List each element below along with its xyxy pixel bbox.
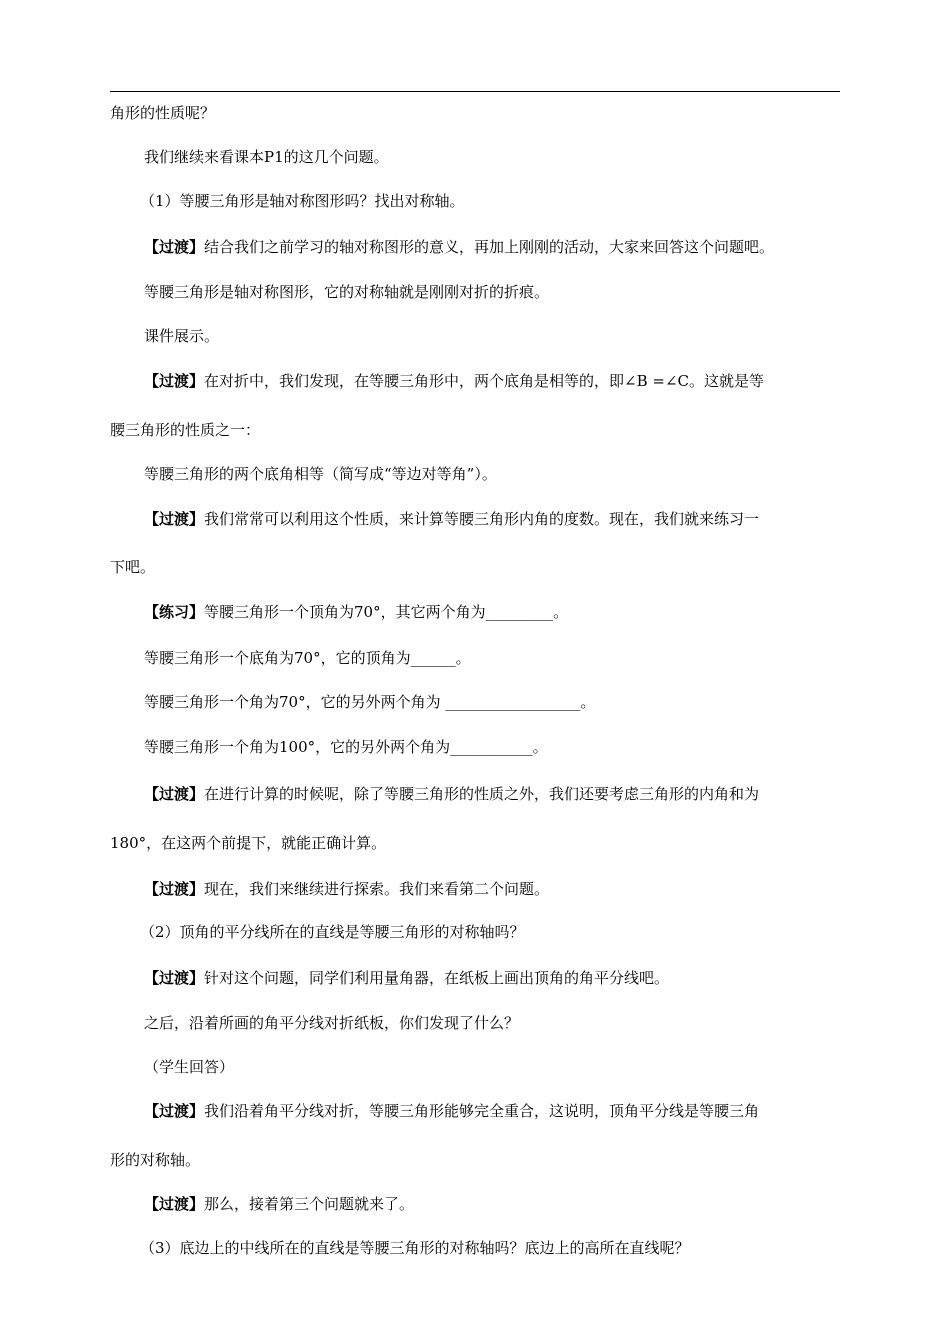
transition-paragraph: 【过渡】在进行计算的时候呢，除了等腰三角形的性质之外，我们还要考虑三角形的内角和为: [144, 785, 760, 803]
transition-paragraph: 【过渡】我们沿着角平分线对折，等腰三角形能够完全重合，这说明，顶角平分线是等腰三角: [144, 1102, 760, 1120]
exercise-item: 等腰三角形一个角为100°，它的另外两个角为___________。: [144, 738, 548, 756]
exercise-paragraph: 【练习】等腰三角形一个顶角为70°，其它两个角为_________。: [144, 603, 569, 621]
paragraph-continuation: 下吧。: [110, 558, 156, 576]
student-answer-note: （学生回答）: [144, 1058, 235, 1076]
section-label: 【过渡】: [144, 785, 205, 803]
property-statement: 等腰三角形的两个底角相等（简写成“等边对等角”）。: [144, 465, 497, 483]
transition-paragraph: 【过渡】在对折中，我们发现，在等腰三角形中，两个底角是相等的，即∠B =∠C。这就是等: [144, 372, 764, 390]
question-3: （3）底边上的中线所在的直线是等腰三角形的对称轴吗？底边上的高所在直线呢？: [140, 1239, 690, 1257]
section-label: 【过渡】: [144, 372, 205, 390]
section-label: 【练习】: [144, 603, 205, 621]
paragraph-continuation: 腰三角形的性质之一：: [110, 421, 261, 439]
paragraph-continuation: 角形的性质呢？: [110, 104, 216, 122]
paragraph-intro: 我们继续来看课本P1的这几个问题。: [144, 148, 389, 166]
paragraph-continuation: 180°，在这两个前提下，就能正确计算。: [110, 834, 387, 852]
transition-paragraph: 【过渡】现在，我们来继续进行探索。我们来看第二个问题。: [144, 880, 550, 898]
transition-paragraph: 【过渡】结合我们之前学习的轴对称图形的意义，再加上刚刚的活动，大家来回答这个问题吧。: [144, 238, 775, 256]
exercise-item: 等腰三角形一个角为70°，它的另外两个角为 __________________。: [144, 693, 596, 711]
section-label: 【过渡】: [144, 1195, 205, 1213]
transition-paragraph: 【过渡】针对这个问题，同学们利用量角器，在纸板上画出顶角的角平分线吧。: [144, 969, 670, 987]
transition-paragraph: 【过渡】那么，接着第三个问题就来了。: [144, 1195, 415, 1213]
transition-paragraph: 【过渡】我们常常可以利用这个性质，来计算等腰三角形内角的度数。现在，我们就来练习一: [144, 510, 760, 528]
section-label: 【过渡】: [144, 238, 205, 256]
instruction-paragraph: 之后，沿着所画的角平分线对折纸板，你们发现了什么？: [144, 1014, 520, 1032]
exercise-item: 等腰三角形一个底角为70°，它的顶角为______。: [144, 649, 471, 667]
section-label: 【过渡】: [144, 969, 205, 987]
answer-paragraph: 等腰三角形是轴对称图形，它的对称轴就是刚刚对折的折痕。: [144, 283, 550, 301]
paragraph-continuation: 形的对称轴。: [110, 1151, 201, 1169]
question-1: （1）等腰三角形是轴对称图形吗？找出对称轴。: [140, 192, 465, 210]
section-label: 【过渡】: [144, 1102, 205, 1120]
section-label: 【过渡】: [144, 510, 205, 528]
courseware-note: 课件展示。: [144, 327, 220, 345]
header-rule: [110, 91, 840, 92]
question-2: （2）顶角的平分线所在的直线是等腰三角形的对称轴吗？: [140, 923, 525, 941]
section-label: 【过渡】: [144, 880, 205, 898]
